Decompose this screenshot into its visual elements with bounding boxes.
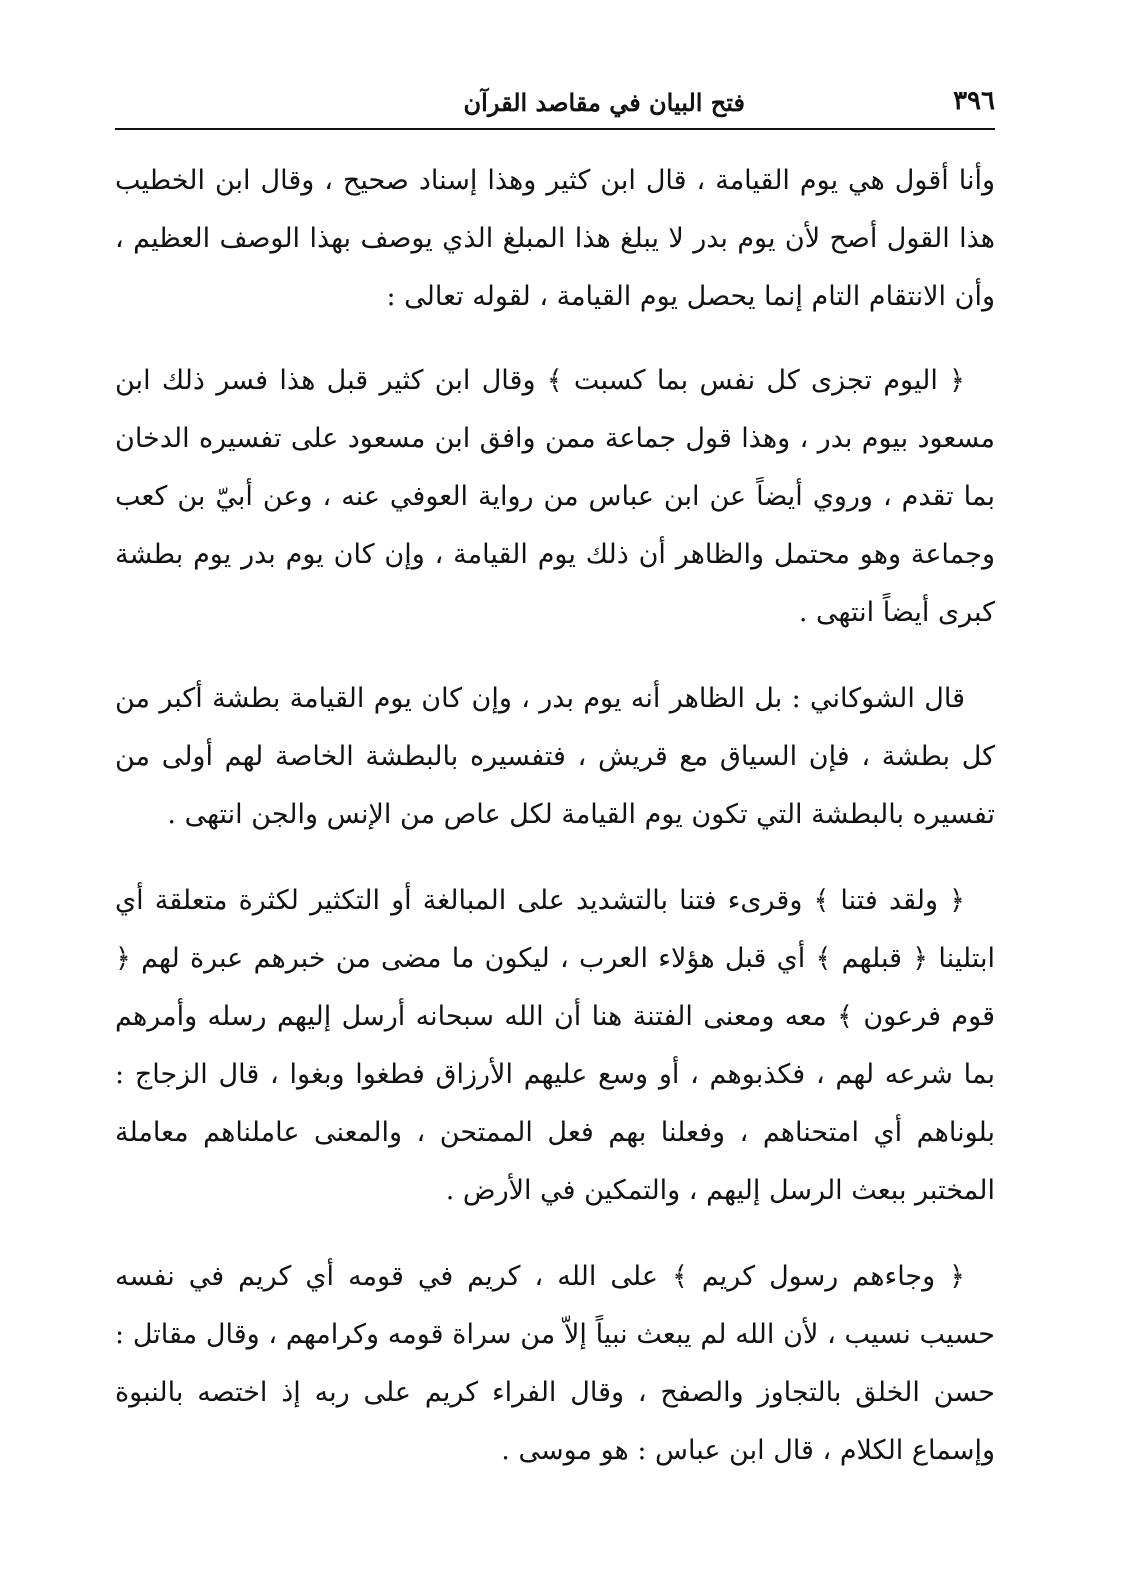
page-body [115, 152, 995, 1480]
paragraph-1: وأنا أقول هي يوم القيامة ، قال ابن كثير وهذا إسناد صحيح ، وقال ابن الخطيب هذا القول أصح لأن يوم بدر لا يبلغ هذا المبلغ الذي يوصف بهذا الوصف العظيم ، وأن الانتقام التام إنما يحصل يوم القيامة ، لقوله تعالى : [115, 165, 995, 312]
page-header [115, 80, 995, 130]
paragraph-3: قال الشوكاني : بل الظاهر أنه يوم بدر ، وإن كان يوم القيامة بطشة أكبر من كل بطشة ، فإن السياق مع قريش ، فتفسيره بالبطشة الخاصة لهم أولى من تفسيره بالبطشة التي تكون يوم القيامة لكل عاص من الإنس والجن انتهى . [115, 683, 995, 830]
book-page [115, 80, 995, 1508]
paragraph-4: ﴿ ولقد فتنا ﴾ وقرىء فتنا بالتشديد على المبالغة أو التكثير لكثرة متعلقة أي ابتلينا ﴿ قبلهم ﴾ أي قبل هؤلاء العرب ، ليكون ما مضى من خبرهم عبرة لهم ﴿ قوم فرعون ﴾ معه ومعنى الفتنة هنا أن الله سبحانه أرسل إليهم رسله وأمرهم بما شرعه لهم ، فكذبوهم ، أو وسع عليهم الأرزاق فطغوا وبغوا ، قال الزجاج : بلوناهم أي امتحناهم ، وفعلنا بهم فعل الممتحن ، والمعنى عاملناهم معاملة المختبر ببعث الرسل إليهم ، والتمكين في الأرض . [115, 885, 995, 1206]
page-number: ٣٩٦ [953, 86, 995, 116]
paragraph-5: ﴿ وجاءهم رسول كريم ﴾ على الله ، كريم في قومه أي كريم في نفسه حسيب نسيب ، لأن الله لم يبعث نبياً إلاّ من سراة قومه وكرامهم ، وقال مقاتل : حسن الخلق بالتجاوز والصفح ، وقال الفراء كريم على ربه إذ اختصه بالنبوة وإسماع الكلام ، قال ابن عباس : هو موسى . [115, 1261, 995, 1466]
paragraph-2: ﴿ اليوم تجزى كل نفس بما كسبت ﴾ وقال ابن كثير قبل هذا فسر ذلك ابن مسعود بيوم بدر ، وهذا قول جماعة ممن وافق ابن مسعود على تفسيره الدخان بما تقدم ، وروي أيضاً عن ابن عباس من رواية العوفي عنه ، وعن أبيّ بن كعب وجماعة وهو محتمل والظاهر أن ذلك يوم القيامة ، وإن كان يوم بدر يوم بطشة كبرى أيضاً انتهى . [115, 365, 995, 628]
book-title: فتح البيان في مقاصد القرآن [463, 88, 745, 117]
